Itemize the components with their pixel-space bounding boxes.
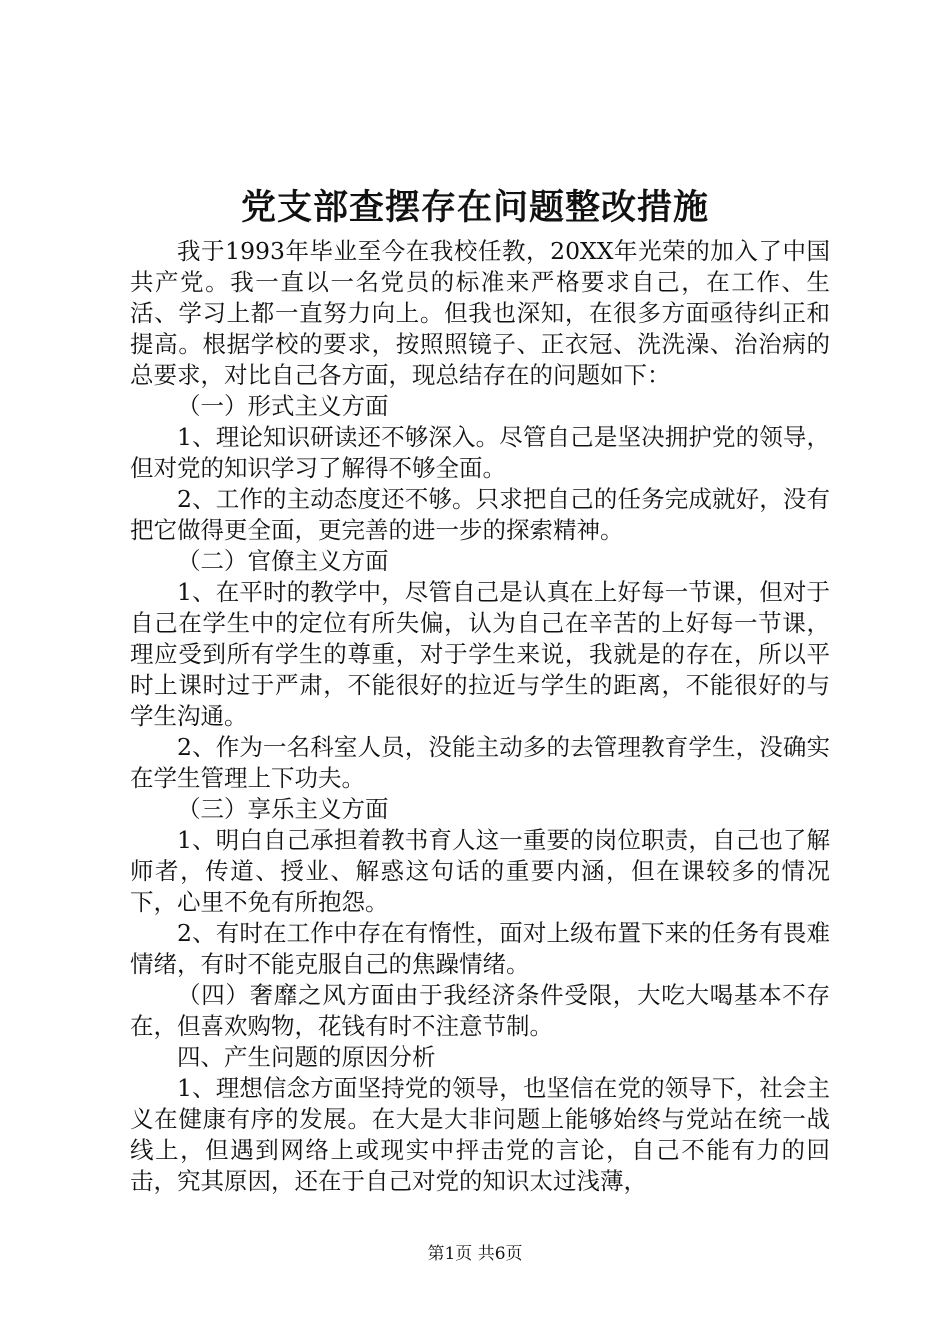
paragraph: 1、在平时的教学中，尽管自己是认真在上好每一节课，但对于自己在学生中的定位有所失偏，认为自己在辛苦的上好每一节课，理应受到所有学生的尊重，对于学生来说，我就是的存在，所以平时上课时过于严肃，不能很好的拉近与学生的距离，不能很好的与学生沟通。 [130, 578, 830, 730]
paragraph: 2、工作的主动态度还不够。只求把自己的任务完成就好，没有把它做得更全面，更完善的进一步的探索精神。 [130, 485, 830, 544]
section-heading-cause-analysis: 四、产生问题的原因分析 [177, 1043, 436, 1071]
document-body [130, 236, 830, 1197]
section-heading-bureaucratism: （二）官僚主义方面 [177, 547, 389, 575]
paragraph: （四）奢靡之风方面由于我经济条件受限，大吃大喝基本不存在，但喜欢购物，花钱有时不注意节制。 [130, 981, 830, 1040]
paragraph: 1、理想信念方面坚持党的领导，也坚信在党的领导下，社会主义在健康有序的发展。在大是大非问题上能够始终与党站在统一战线上，但遇到网络上或现实中抨击党的言论，自己不能有力的回击，究其原因，还在于自己对党的知识太过浅薄， [130, 1074, 830, 1195]
paragraph: 1、明白自己承担着教书育人这一重要的岗位职责，自己也了解师者，传道、授业、解惑这句话的重要内涵，但在课较多的情况下，心里不免有所抱怨。 [130, 826, 830, 916]
intro-paragraph: 我于1993年毕业至今在我校任教，20XX年光荣的加入了中国共产党。我一直以一名党员的标准来严格要求自己，在工作、生活、学习上都一直努力向上。但我也深知，在很多方面亟待纠正和提高。根据学校的要求，按照照镜子、正衣冠、洗洗澡、治治病的总要求，对比自己各方面，现总结存在的问题如下： [130, 237, 830, 389]
paragraph: 2、作为一名科室人员，没能主动多的去管理教育学生，没确实在学生管理上下功夫。 [130, 733, 830, 792]
paragraph: 1、理论知识研读还不够深入。尽管自己是坚决拥护党的领导，但对党的知识学习了解得不够全面。 [130, 423, 830, 482]
document-title: 党支部查摆存在问题整改措施 [240, 187, 709, 228]
section-heading-formalism: （一）形式主义方面 [177, 392, 389, 420]
page-number-footer: 第1页 共6页 [427, 1244, 523, 1264]
section-heading-hedonism: （三）享乐主义方面 [177, 795, 389, 823]
paragraph: 2、有时在工作中存在有惰性，面对上级布置下来的任务有畏难情绪，有时不能克服自己的焦躁情绪。 [130, 919, 830, 978]
